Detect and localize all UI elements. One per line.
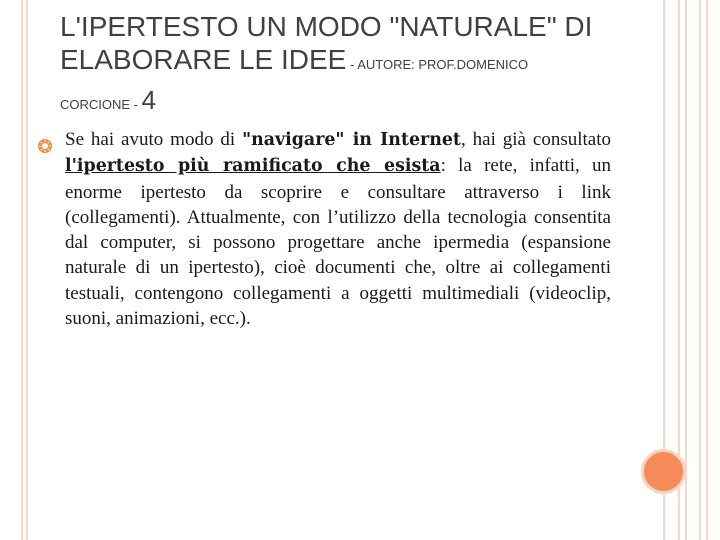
- title-line-3: [60, 85, 620, 116]
- slide-title: [60, 10, 620, 116]
- author-label: AUTORE: PROF.DOMENICO: [357, 57, 529, 72]
- bullet-paragraph: [65, 127, 611, 331]
- slide-number: 4: [141, 85, 157, 115]
- text-segment-3: : la rete, infatti, un enorme ipertesto da scoprire e consultare attraverso i link (collegamenti). Attualmente, con l’utilizzo della tecnologia consentita dal computer, si possono progettare anche ipermedia (espansione naturale di un ipertesto), cioè documenti che, oltre ai collegamenti testuali, contengono collegamenti a oggetti multimediali (videoclip, suoni, animazioni, ecc.).: [65, 155, 611, 330]
- title-main: ELABORARE LE IDEE: [60, 44, 347, 75]
- text-segment-2: , hai già consultato: [460, 129, 611, 150]
- author-surname: CORCIONE -: [60, 97, 142, 112]
- decorative-circle: [641, 449, 686, 494]
- title-separator: -: [346, 57, 358, 72]
- underlined-phrase-text: l'ipertesto più ramificato che esista: [65, 156, 441, 177]
- title-line-1: L'IPERTESTO UN MODO "NATURALE" DI: [60, 11, 593, 42]
- bold-phrase: "navigare" in Internet: [242, 130, 461, 150]
- underlined-bold-phrase: [65, 155, 441, 176]
- title-line-2: [60, 43, 620, 81]
- text-segment-1: Se hai avuto modo di: [65, 129, 243, 150]
- sun-bullet-icon: [37, 138, 53, 154]
